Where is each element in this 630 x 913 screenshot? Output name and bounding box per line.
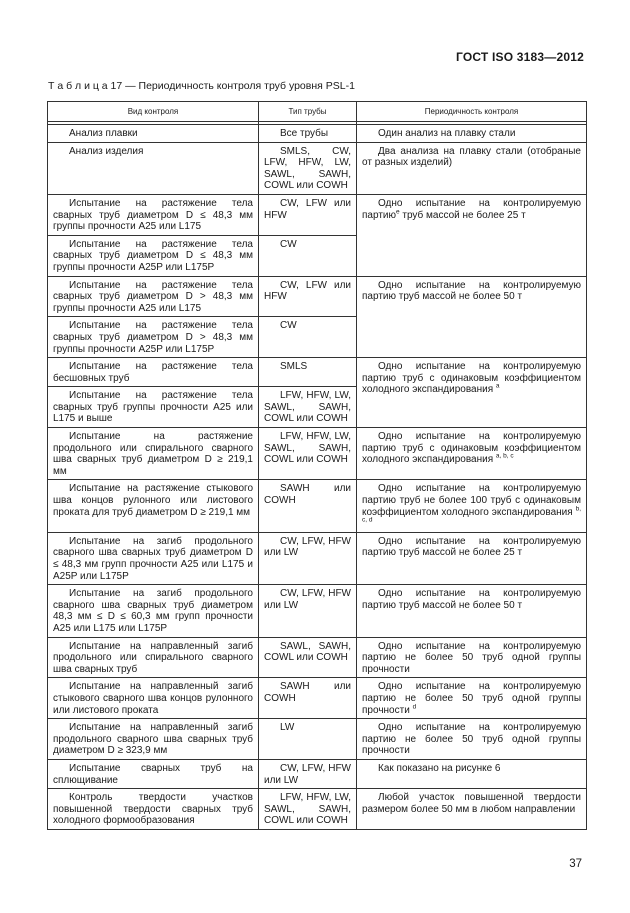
table-row xyxy=(48,358,587,387)
footnote-marker: a xyxy=(495,382,500,390)
cell-inspection: Испытание на загиб продольного сварного шва сварных труб диаметром D ≤ 48,3 мм групп прочности A25 или L175 и A25P или L175P xyxy=(48,532,259,584)
cell-inspection: Контроль твердости участков повышенной твердости сварных труб холодного формообразования xyxy=(48,789,259,830)
cell-pipe-type: CW, LFW или HFW xyxy=(259,276,357,317)
cell-pipe-type: LFW, HFW, LW, SAWL, SAWH, COWL или COWH xyxy=(259,428,357,480)
cell-inspection: Испытание на растяжение тела сварных труб группы прочности A25 или L175 и выше xyxy=(48,387,259,428)
cell-pipe-type: SAWH или COWH xyxy=(259,480,357,532)
cell-inspection: Испытание на растяжение тела сварных труб диаметром D > 48,3 мм группы прочности A25 или L175 xyxy=(48,276,259,317)
cell-frequency: Одно испытание на контролируемую партию не более 50 труб одной группы прочности xyxy=(357,637,587,678)
cell-frequency: Как показано на рисунке 6 xyxy=(357,759,587,788)
cell-pipe-type: CW, LFW, HFW или LW xyxy=(259,759,357,788)
cell-inspection: Испытание на растяжение продольного или спирального сварного шва сварных труб диаметром D ≥ 219,1 мм xyxy=(48,428,259,480)
cell-frequency: Одно испытание на контролируемую партию труб массой не более 50 т xyxy=(357,585,587,637)
table-row xyxy=(48,719,587,760)
table-row xyxy=(48,142,587,194)
column-header-pipe-type: Тип трубы xyxy=(259,102,357,122)
cell-inspection: Испытание на растяжение тела бесшовных труб xyxy=(48,358,259,387)
cell-pipe-type: CW xyxy=(259,235,357,276)
table-row xyxy=(48,637,587,678)
frequency-text: Одно испытание на контролируемую партию xyxy=(362,197,581,221)
cell-inspection: Испытание на направленный загиб продольного сварного шва сварных труб диаметром D ≥ 323,9 мм xyxy=(48,719,259,760)
cell-pipe-type: Все трубы xyxy=(259,125,357,143)
frequency-text: Одно испытание на контролируемую партию труб с одинаковым коэффициентом холодного экспандирования xyxy=(362,431,581,466)
cell-inspection: Анализ изделия xyxy=(48,142,259,194)
frequency-text: Одно испытание на контролируемую партию не более 50 труб одной группы прочности xyxy=(362,681,581,716)
inspection-frequency-table xyxy=(47,101,587,830)
table-row xyxy=(48,789,587,830)
footnote-marker: e xyxy=(395,208,400,216)
document-header: ГОСТ ISO 3183—2012 xyxy=(455,50,584,64)
cell-pipe-type: LW xyxy=(259,719,357,760)
cell-inspection: Анализ плавки xyxy=(48,125,259,143)
cell-pipe-type: CW, LFW, HFW или LW xyxy=(259,585,357,637)
cell-frequency: Одно испытание на контролируемую партию труб массой не более 25 т xyxy=(357,532,587,584)
table-row xyxy=(48,480,587,532)
cell-pipe-type: CW, LFW или HFW xyxy=(259,194,357,235)
table-row xyxy=(48,585,587,637)
cell-inspection: Испытание на направленный загиб продольного или спирального сварного шва сварных труб xyxy=(48,637,259,678)
cell-pipe-type: CW, LFW, HFW или LW xyxy=(259,532,357,584)
table-row xyxy=(48,759,587,788)
cell-inspection: Испытание на растяжение тела сварных труб диаметром D ≤ 48,3 мм группы прочности A25 или L175 xyxy=(48,194,259,235)
frequency-text: Одно испытание на контролируемую партию труб с одинаковым коэффициентом холодного экспандирования xyxy=(362,361,581,396)
cell-pipe-type: SAWL, SAWH, COWL или COWH xyxy=(259,637,357,678)
cell-inspection: Испытание на растяжение тела сварных труб диаметром D ≤ 48,3 мм группы прочности A25P или L175P xyxy=(48,235,259,276)
cell-frequency xyxy=(357,358,587,428)
cell-inspection: Испытание на растяжение стыкового шва концов рулонного или листового проката для труб диаметром D ≥ 219,1 мм xyxy=(48,480,259,532)
cell-frequency xyxy=(357,678,587,719)
table-caption: Т а б л и ц а 17 — Периодичность контроля труб уровня PSL-1 xyxy=(48,80,355,92)
table-row xyxy=(48,125,587,143)
frequency-text: Одно испытание на контролируемую партию труб не более 100 труб с одинаковым коэффициентом холодного экспандирования xyxy=(362,483,581,518)
cell-frequency: Один анализ на плавку стали xyxy=(357,125,587,143)
table-row xyxy=(48,276,587,317)
table-row xyxy=(48,428,587,480)
cell-pipe-type: SAWH или COWH xyxy=(259,678,357,719)
footnote-marker: d xyxy=(412,703,417,711)
footnote-marker: b, c, d xyxy=(362,505,581,524)
cell-pipe-type: LFW, HFW, LW, SAWL, SAWH, COWL или COWH xyxy=(259,789,357,830)
footnote-marker: a, b, c xyxy=(495,452,514,460)
table-row xyxy=(48,532,587,584)
cell-inspection: Испытание на загиб продольного сварного шва сварных труб диаметром 48,3 мм ≤ D ≤ 60,3 мм групп прочности A25 или L175 или L175P xyxy=(48,585,259,637)
column-header-frequency: Периодичность контроля xyxy=(357,102,587,122)
table-row xyxy=(48,678,587,719)
cell-inspection: Испытание сварных труб на сплющивание xyxy=(48,759,259,788)
cell-frequency: Любой участок повышенной твердости размером более 50 мм в любом направлении xyxy=(357,789,587,830)
cell-frequency: Одно испытание на контролируемую партию не более 50 труб одной группы прочности xyxy=(357,719,587,760)
cell-frequency xyxy=(357,428,587,480)
cell-frequency xyxy=(357,480,587,532)
cell-frequency: Одно испытание на контролируемую партию труб массой не более 50 т xyxy=(357,276,587,358)
cell-pipe-type: SMLS xyxy=(259,358,357,387)
page-number: 37 xyxy=(569,858,582,870)
cell-pipe-type: CW xyxy=(259,317,357,358)
column-header-type: Вид контроля xyxy=(48,102,259,122)
cell-inspection: Испытание на направленный загиб стыкового сварного шва концов рулонного или листового проката xyxy=(48,678,259,719)
frequency-text: труб массой не более 25 т xyxy=(399,209,526,221)
table-row xyxy=(48,194,587,235)
cell-frequency: Два анализа на плавку стали (отобраные от разных изделий) xyxy=(357,142,587,194)
cell-pipe-type: LFW, HFW, LW, SAWL, SAWH, COWL или COWH xyxy=(259,387,357,428)
cell-frequency xyxy=(357,194,587,276)
cell-pipe-type: SMLS, CW, LFW, HFW, LW, SAWL, SAWH, COWL или COWH xyxy=(259,142,357,194)
cell-inspection: Испытание на растяжение тела сварных труб диаметром D > 48,3 мм группы прочности A25P или L175P xyxy=(48,317,259,358)
